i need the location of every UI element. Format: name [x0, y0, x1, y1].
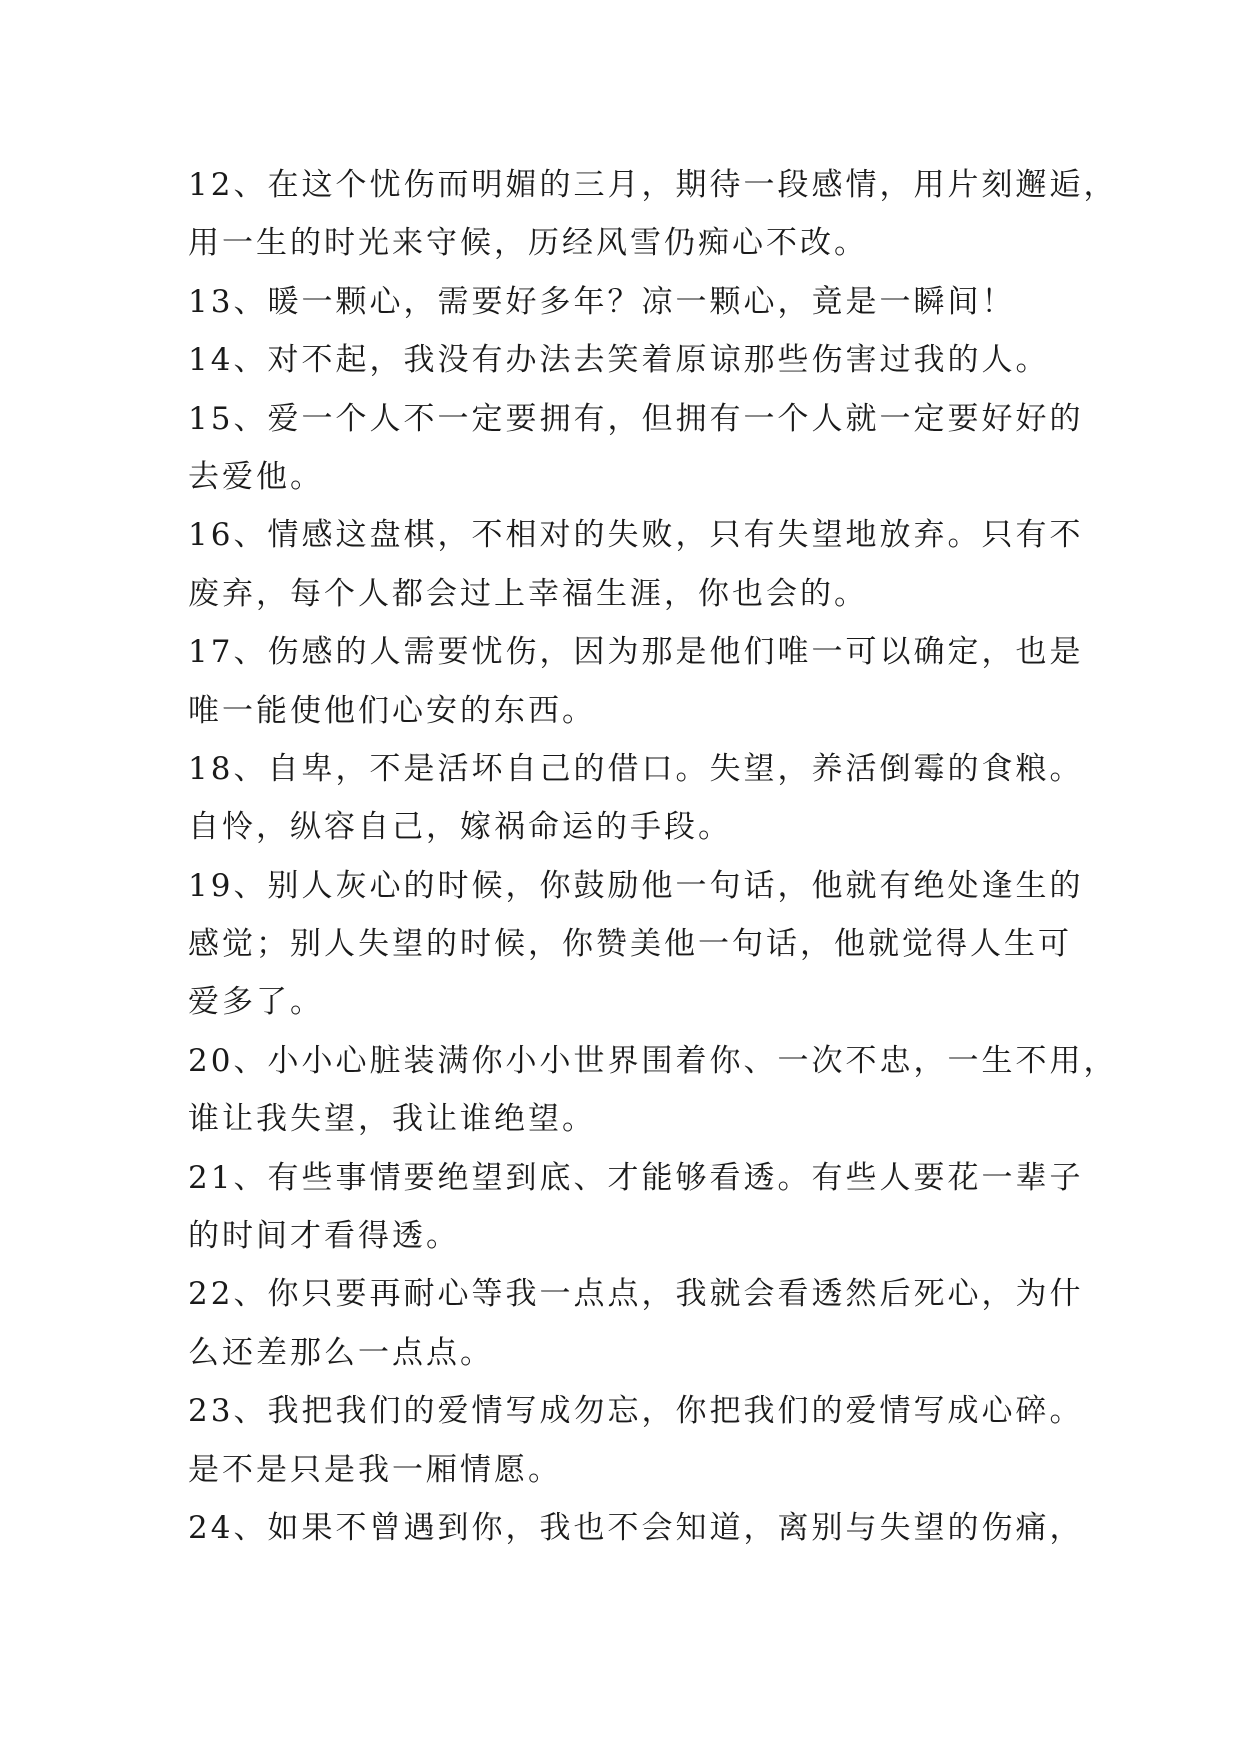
text-line: 12、在这个忧伤而明媚的三月，期待一段感情，用片刻邂逅，: [188, 167, 1118, 203]
text-line: 感觉；别人失望的时候，你赞美他一句话，他就觉得人生可: [188, 926, 1072, 963]
text-line: 21、有些事情要绝望到底、才能够看透。有些人要花一辈子: [188, 1159, 1084, 1196]
text-line: 18、自卑，不是活坏自己的借口。失望，养活倒霉的食粮。: [188, 750, 1084, 787]
text-line: 用一生的时光来守候，历经风雪仍痴心不改。: [188, 225, 868, 262]
text-line: 24、如果不曾遇到你，我也不会知道，离别与失望的伤痛，: [188, 1509, 1084, 1546]
text-line: 13、暖一颗心，需要好多年？凉一颗心，竟是一瞬间！: [188, 283, 1016, 320]
text-line: 废弃，每个人都会过上幸福生涯，你也会的。: [188, 575, 868, 612]
text-line: 14、对不起，我没有办法去笑着原谅那些伤害过我的人。: [188, 342, 1050, 379]
text-line: 15、爱一个人不一定要拥有，但拥有一个人就一定要好好的: [188, 400, 1084, 437]
text-line: 19、别人灰心的时候，你鼓励他一句话，他就有绝处逢生的: [188, 867, 1084, 904]
document-body: [188, 156, 1118, 1557]
text-line: 爱多了。: [188, 984, 324, 1021]
text-line: 么还差那么一点点。: [188, 1334, 494, 1371]
text-line: 20、小小心脏装满你小小世界围着你、一次不忠，一生不用，: [188, 1042, 1118, 1079]
text-line: 是不是只是我一厢情愿。: [188, 1451, 562, 1488]
text-line: 的时间才看得透。: [188, 1218, 460, 1255]
text-line: 16、情感这盘棋，不相对的失败，只有失望地放弃。只有不: [188, 517, 1084, 554]
text-line: 去爱他。: [188, 458, 324, 495]
text-line: 谁让我失望，我让谁绝望。: [188, 1101, 596, 1138]
text-line: 23、我把我们的爱情写成勿忘，你把我们的爱情写成心碎。: [188, 1393, 1084, 1430]
text-line: 22、你只要再耐心等我一点点，我就会看透然后死心，为什: [188, 1276, 1084, 1313]
text-line: 唯一能使他们心安的东西。: [188, 692, 596, 729]
text-line: 自怜，纵容自己，嫁祸命运的手段。: [188, 809, 732, 846]
text-line: 17、伤感的人需要忧伤，因为那是他们唯一可以确定，也是: [188, 634, 1084, 671]
